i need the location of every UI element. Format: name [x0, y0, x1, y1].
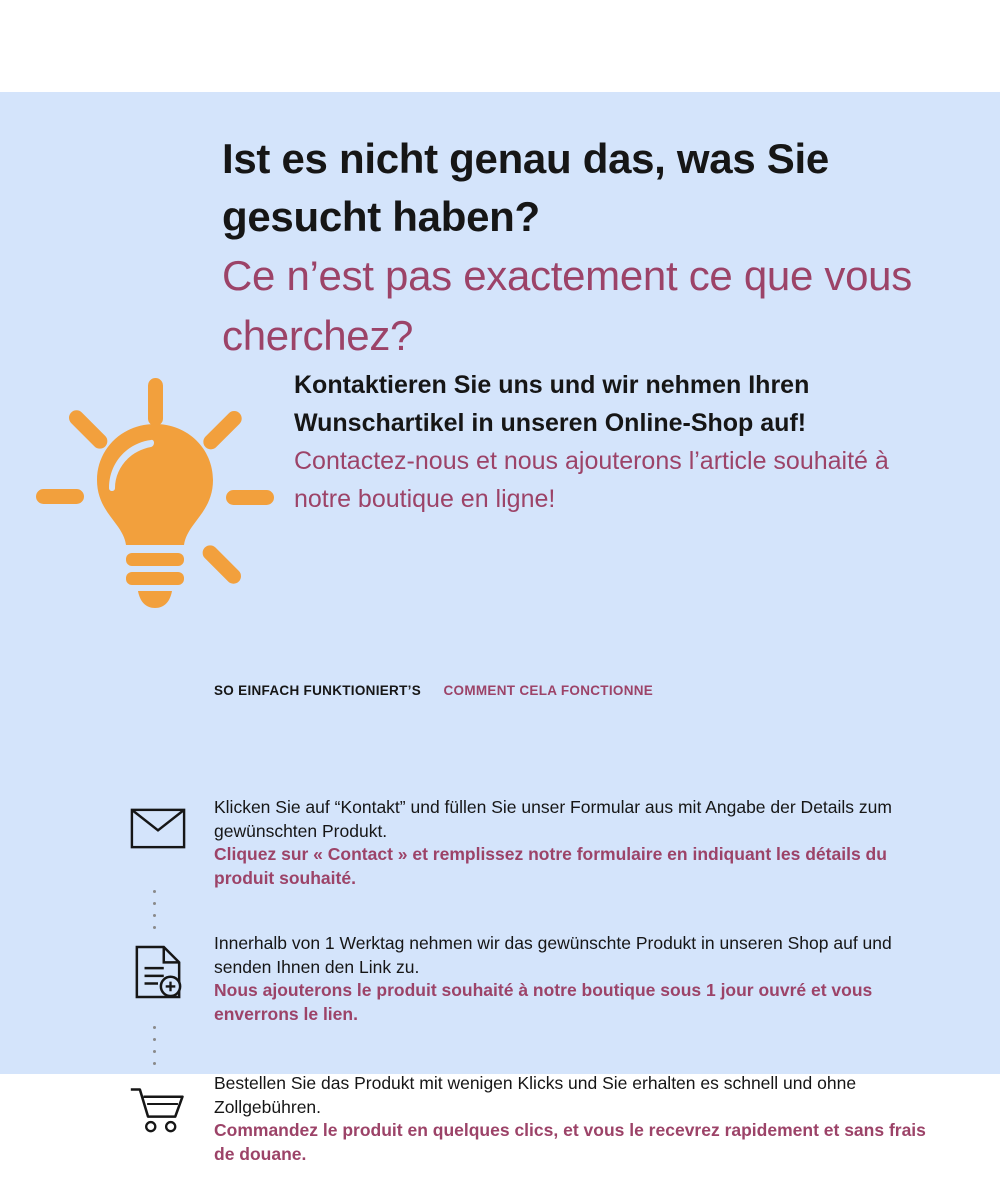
steps-header: [214, 682, 914, 700]
steps-header-french: COMMENT CELA FONCTIONNE: [443, 683, 654, 698]
headline-french: Ce n’est pas exactement ce que vous cherchez?: [222, 251, 912, 359]
step-text: [196, 796, 940, 891]
intro-text-block: [294, 366, 894, 518]
lightbulb-icon: [30, 372, 280, 622]
steps-header-german: SO EINFACH FUNKTIONIERT’S: [214, 683, 422, 698]
dotted-connector: [153, 1026, 157, 1074]
step-text: [196, 1072, 940, 1167]
step-text: [196, 932, 940, 1027]
headline-german: Ist es nicht genau das, was Sie gesucht haben?: [222, 135, 829, 240]
intro-french: Contactez-nous et nous ajouterons l’article souhaité à notre boutique en ligne!: [294, 447, 889, 513]
step-german: Innerhalb von 1 Werktag nehmen wir das gewünschte Produkt in unseren Shop auf und senden Ihnen den Link zu.: [214, 933, 892, 977]
dotted-connector: [153, 890, 157, 938]
envelope-icon: [120, 796, 196, 849]
step-french: Cliquez sur « Contact » et remplissez notre formulaire en indiquant les détails du produit souhaité.: [214, 844, 887, 888]
step-french: Nous ajouterons le produit souhaité à notre boutique sous 1 jour ouvré et vous enverrons le lien.: [214, 980, 873, 1024]
list-item: [120, 796, 940, 891]
step-german: Klicken Sie auf “Kontakt” und füllen Sie unser Formular aus mit Angabe der Details zum gewünschten Produkt.: [214, 797, 892, 841]
intro-german: Kontaktieren Sie uns und wir nehmen Ihren Wunschartikel in unseren Online-Shop auf!: [294, 371, 810, 437]
headline-block: [222, 130, 942, 365]
list-item: [120, 932, 940, 1027]
step-german: Bestellen Sie das Produkt mit wenigen Klicks und Sie erhalten es schnell und ohne Zollgebühren.: [214, 1073, 857, 1117]
step-french: Commandez le produit en quelques clics, et vous le recevrez rapidement et sans frais de douane.: [214, 1120, 926, 1164]
intro-section: [0, 362, 1000, 632]
promo-banner: [0, 92, 1000, 1164]
document-add-icon: [120, 932, 196, 1000]
shopping-cart-icon: [120, 1072, 196, 1133]
list-item: [120, 1072, 940, 1167]
